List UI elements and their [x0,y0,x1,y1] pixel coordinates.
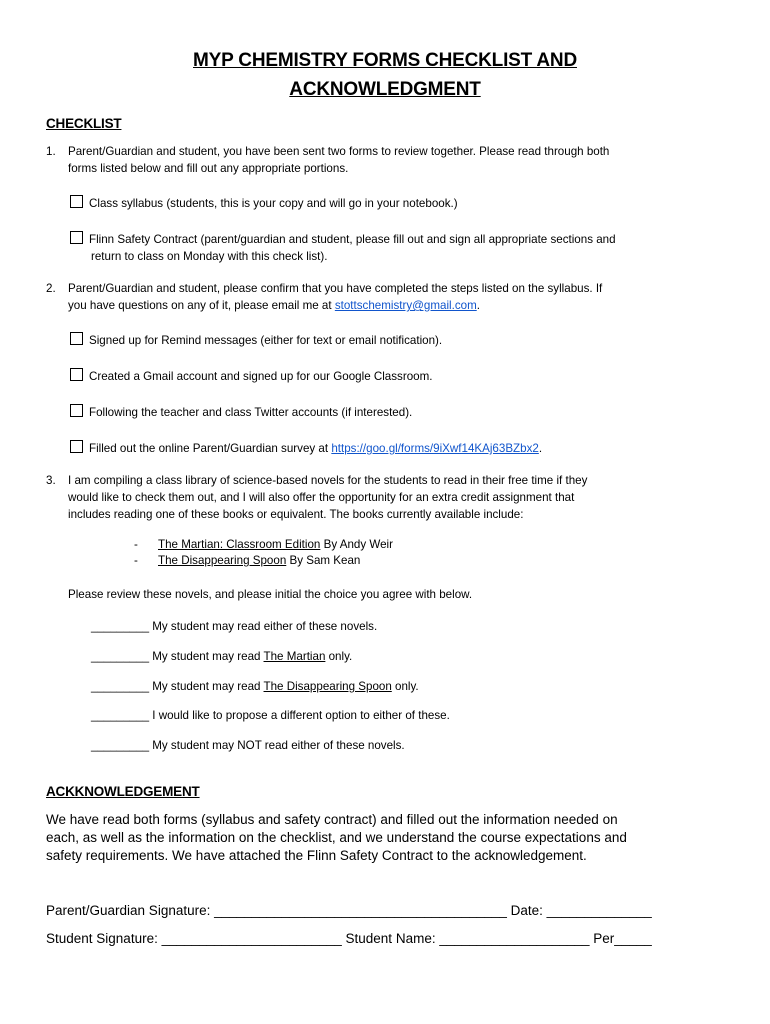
item3-line3: includes reading one of these books or equivalent. The books currently available include: [68,508,524,521]
option-either-novel [91,618,377,635]
book-item-martian [134,536,393,553]
book-item-spoon [134,552,360,569]
option-book-title: The Disappearing Spoon [263,680,392,693]
twitter-label: Following the teacher and class Twitter accounts (if interested). [89,406,413,419]
remind-label: Signed up for Remind messages (either for text or email notification). [89,334,443,347]
initial-blank[interactable]: _________ [91,739,150,752]
survey-link[interactable]: https://goo.gl/forms/9iXwf14KAj63BZbx2 [331,442,539,455]
novels-instruction: Please review these novels, and please initial the choice you agree with below. [68,588,473,601]
book-title-martian: The Martian: Classroom Edition [158,538,321,551]
item2-text [68,280,728,314]
book-dash: - [134,554,138,567]
checklist-item-class-syllabus [70,195,458,212]
book-title-spoon: The Disappearing Spoon [158,554,287,567]
option-book-title: The Martian [263,650,326,663]
initial-blank[interactable]: _________ [91,650,150,663]
ack-line2: each, as well as the information on the checklist, and we understand the course expectations and [46,830,627,845]
survey-label: Filled out the online Parent/Guardian survey at [89,442,332,455]
item1-line1: Parent/Guardian and student, you have been sent two forms to review together. Please read through both [68,145,610,158]
option-martian-only [91,648,352,665]
item2-number: 2. [46,282,56,295]
teacher-email-link[interactable]: stottschemistry@gmail.com [334,299,477,312]
item3-text [68,472,728,523]
flinn-safety-label-line2: return to class on Monday with this check list). [91,250,328,263]
gmail-label: Created a Gmail account and signed up for our Google Classroom. [89,370,433,383]
checkbox-class-syllabus[interactable] [70,195,83,208]
option-text-end: only. [325,650,353,663]
checklist-item-survey [70,440,542,457]
initial-blank[interactable]: _________ [91,709,150,722]
initial-blank[interactable]: _________ [91,680,150,693]
checklist-item-twitter [70,404,412,421]
document-title-line1: MYP CHEMISTRY FORMS CHECKLIST AND [193,50,577,71]
item2-line1: Parent/Guardian and student, please confirm that you have completed the steps listed on the syllabus. If [68,282,603,295]
checkbox-twitter[interactable] [70,404,83,417]
checklist-heading: CHECKLIST [46,116,122,131]
option-not-read [91,737,405,754]
option-different [91,707,450,724]
checklist-item-flinn-safety [70,231,616,248]
option-text-end: only. [391,680,419,693]
item3-line1: I am compiling a class library of science-based novels for the students to read in their free time if they [68,474,588,487]
checkbox-flinn-safety[interactable] [70,231,83,244]
book-author-spoon: By Sam Kean [286,554,361,567]
item1-number: 1. [46,145,56,158]
item3-number: 3. [46,474,56,487]
initial-blank[interactable]: _________ [91,620,150,633]
checkbox-gmail[interactable] [70,368,83,381]
student-signature-line[interactable]: Student Signature: ________________________ Student Name: ____________________ Per_____ [46,931,652,946]
item2-line2-text: you have questions on any of it, please email me at [68,299,335,312]
acknowledgement-text [46,811,736,865]
checklist-item-remind [70,332,442,349]
survey-label-end: . [538,442,543,455]
option-text: My student may read either of these novels. [149,620,378,633]
item1-line2: forms listed below and fill out any appropriate portions. [68,162,349,175]
parent-signature-line[interactable]: Parent/Guardian Signature: _______________________________________ Date: ______________ [46,903,652,918]
ack-line3: safety requirements. We have attached the Flinn Safety Contract to the acknowledgement. [46,848,587,863]
acknowledgement-heading: ACKKNOWLEDGEMENT [46,784,200,799]
item3-line2: would like to check them out, and I will also offer the opportunity for an extra credit assignment that [68,491,575,504]
document-title-line2: ACKNOWLEDGMENT [289,79,481,100]
book-dash: - [134,538,138,551]
checklist-item-gmail [70,368,433,385]
checkbox-remind[interactable] [70,332,83,345]
ack-line1: We have read both forms (syllabus and safety contract) and filled out the information needed on [46,812,618,827]
item1-text [68,143,728,177]
option-text: My student may read [149,650,264,663]
option-spoon-only [91,678,419,695]
checkbox-survey[interactable] [70,440,83,453]
option-text: I would like to propose a different option to either of these. [149,709,450,722]
item2-line2 [68,297,728,314]
option-text: My student may NOT read either of these novels. [149,739,405,752]
option-text: My student may read [149,680,264,693]
flinn-safety-label-line1: Flinn Safety Contract (parent/guardian and student, please fill out and sign all appropriate sections and [89,233,616,246]
class-syllabus-label: Class syllabus (students, this is your copy and will go in your notebook.) [89,197,458,210]
item2-line2-end: . [476,299,480,312]
book-author-martian: By Andy Weir [320,538,393,551]
